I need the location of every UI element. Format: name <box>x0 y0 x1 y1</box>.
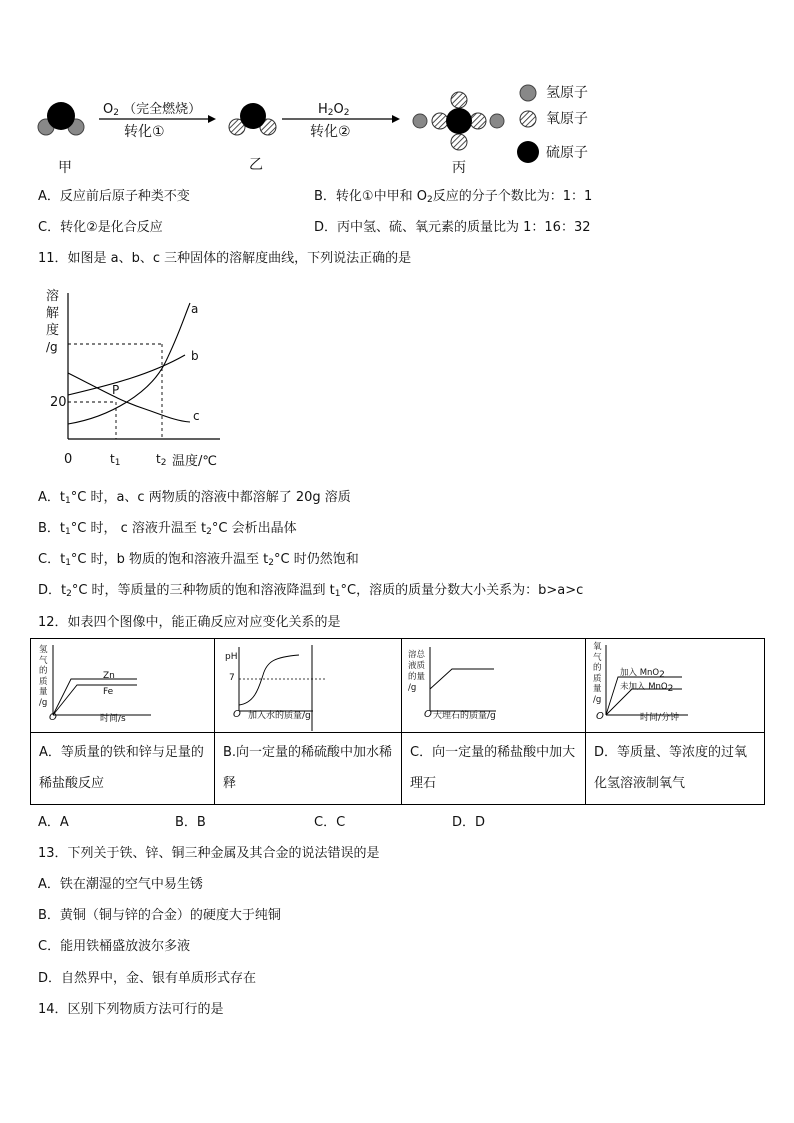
curve-b <box>68 355 185 395</box>
q11-option-b: B．$t_1^\circ C$ 时， c 溶液升温至 $t_2^\circ C$ 会析出晶体 <box>38 521 297 537</box>
arrow2-label: 转化② <box>310 124 351 140</box>
q13-option-a: A．铁在潮湿的空气中易生锈 <box>38 877 203 892</box>
q12-cell-d: D．等质量、等浓度的过氧化氢溶液制氧气 <box>586 733 765 805</box>
legend-sulfur-label: 硫原子 <box>546 145 588 161</box>
legend-hydrogen-icon <box>520 85 536 101</box>
line-solution-mass <box>430 669 494 689</box>
curve-label-c: c <box>193 409 200 423</box>
q12-answer-a: A．A <box>38 815 69 830</box>
arrow1-condition: $O_2$ （完全燃烧） <box>103 102 202 118</box>
q12-answer-c: C．C <box>314 815 346 830</box>
graph-b-origin: O <box>233 709 241 720</box>
q10-option-c: C．转化②是化合反应 <box>38 220 163 235</box>
origin-0: 0 <box>64 452 73 467</box>
curve-c <box>68 373 190 422</box>
q13-option-d: D．自然界中，金、银有单质形式存在 <box>38 971 257 986</box>
graph-a-zn: Zn <box>103 671 115 681</box>
curve-label-a: a <box>191 302 199 316</box>
graph-a-xlabel: 时间/s <box>100 714 126 724</box>
q11-stem: 11．如图是 a、b、c 三种固体的溶解度曲线，下列说法正确的是 <box>38 251 412 266</box>
q13-option-b: B．黄铜（铜与锌的合金）的硬度大于纯铜 <box>38 908 281 923</box>
q12-answer-d: D．D <box>452 815 486 830</box>
x-tick-t2: $t_2$ <box>156 452 167 468</box>
arrow1-label: 转化① <box>124 124 165 140</box>
q11-option-a: A．$t_1^\circ C$ 时，a、c 两物质的溶液中都溶解了 20g 溶质 <box>38 490 351 506</box>
molecule-reaction-diagram <box>0 80 794 180</box>
intersection-p: P <box>112 383 120 397</box>
graph-b-ylabel: pH <box>225 652 238 662</box>
legend-oxygen-label: 氧原子 <box>546 111 588 127</box>
legend-hydrogen-label: 氢原子 <box>546 85 588 101</box>
q13-stem: 13．下列关于铁、锌、铜三种金属及其合金的说法错误的是 <box>38 846 380 861</box>
graph-a-origin: O <box>49 712 57 723</box>
legend-atoms <box>517 85 539 163</box>
graph-b-y7: 7 <box>229 673 235 683</box>
line-zn <box>53 679 137 715</box>
y-tick-20: 20 <box>50 395 67 410</box>
solubility-xlabel: 温度/℃ <box>172 454 217 469</box>
label-yi: 乙 <box>249 157 263 173</box>
q10-option-b: B．转化①中甲和 $O_2$反应的分子个数比为：1：1 <box>314 189 593 205</box>
q12-cell-c: C．向一定量的稀盐酸中加大理石 <box>402 733 586 805</box>
label-jia: 甲 <box>58 160 72 176</box>
curve-label-b: b <box>191 349 199 363</box>
q12-stem: 12．如表四个图像中，能正确反应对应变化关系的是 <box>38 615 341 630</box>
graph-a-fe: Fe <box>103 687 114 697</box>
molecule-yi <box>229 103 276 135</box>
q12-cell-b: B.向一定量的稀硫酸中加水稀释 <box>215 733 402 805</box>
graph-c-ylabel: 溶总 液质 的量 /g <box>408 650 426 693</box>
graph-c-origin: O <box>424 709 432 720</box>
legend-sulfur-icon <box>517 141 539 163</box>
graph-d-xlabel: 时间/分钟 <box>640 713 680 723</box>
q10-option-d: D．丙中氢、硫、氧元素的质量比为 1：16：32 <box>314 220 591 235</box>
graph-b-xlabel: 加入水的质量/g <box>248 711 311 721</box>
q11-option-d: D．$t_2^\circ C$ 时，等质量的三种物质的饱和溶液降温到 $t_1^\circ C$，溶质的质量分数大小关系为：b>a>c <box>38 583 584 599</box>
arrow2-condition: $H_2O_2$ <box>318 102 350 118</box>
label-bing: 丙 <box>452 160 466 176</box>
graph-d-ylabel: 氧 气 的 质 量 /g <box>593 642 602 705</box>
solubility-chart <box>40 285 240 475</box>
graph-d-with-mno2: 加入 MnO$_2$ <box>620 668 665 680</box>
curve-a <box>68 303 190 424</box>
q11-option-c: C．$t_1^\circ C$ 时，b 物质的饱和溶液升温至 $t_2^\circ C$ 时仍然饱和 <box>38 552 359 568</box>
q13-option-c: C．能用铁桶盛放波尔多液 <box>38 939 191 954</box>
q12-answer-b: B．B <box>175 815 206 830</box>
q12-cell-a: A．等质量的铁和锌与足量的稀盐酸反应 <box>31 733 215 805</box>
molecule-bing <box>413 92 504 150</box>
line-ph <box>239 655 299 705</box>
graph-a-ylabel: 氢 气 的 质 量 /g <box>39 645 48 708</box>
graph-d-without-mno2: 未加入 MnO$_2$ <box>620 682 674 694</box>
molecule-jia <box>38 102 84 135</box>
q10-option-a: A．反应前后原子种类不变 <box>38 189 190 204</box>
graph-d-origin: O <box>596 711 604 722</box>
solubility-ylabel: 溶 解 度 /g <box>46 289 60 354</box>
q14-stem: 14．区别下列物质方法可行的是 <box>38 1002 224 1017</box>
graph-c-xlabel: 大理石的质量/g <box>433 711 496 721</box>
legend-oxygen-icon <box>520 111 536 127</box>
x-tick-t1: $t_1$ <box>110 452 121 468</box>
